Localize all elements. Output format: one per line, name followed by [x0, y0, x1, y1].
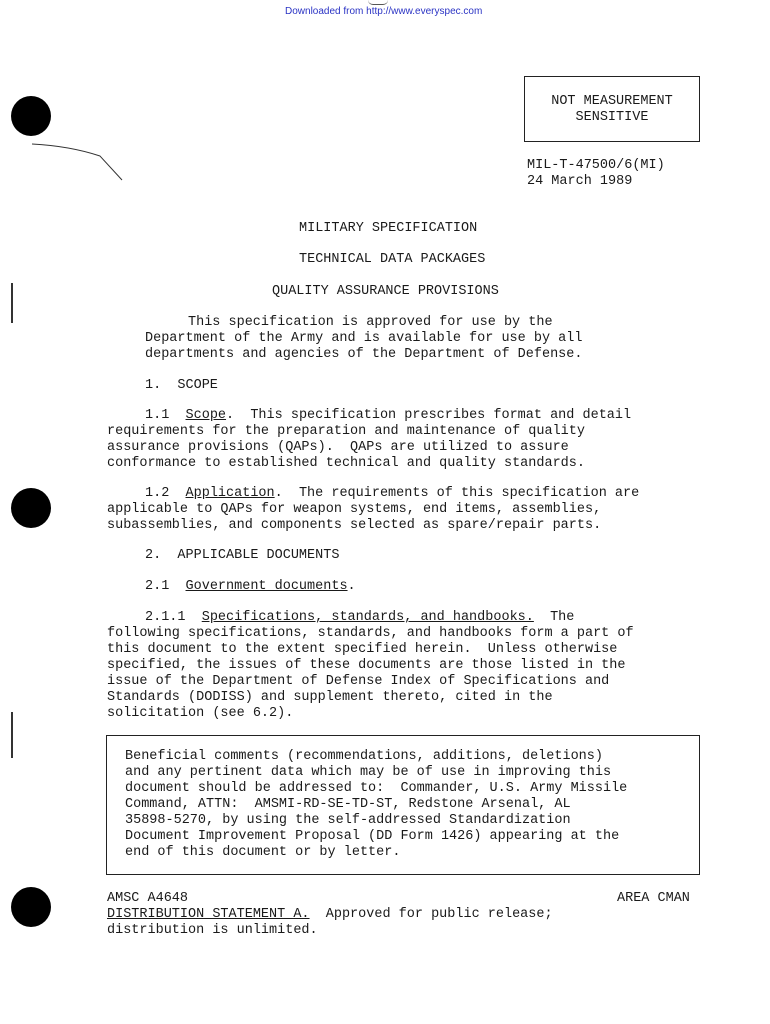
distribution-statement-label: DISTRIBUTION STATEMENT A.: [107, 907, 310, 922]
para-2-1-1-line-4: specified, the issues of these documents are those listed in the: [107, 658, 626, 673]
approval-line-3: departments and agencies of the Department of Defense.: [145, 347, 583, 362]
para-2-1-heading: [145, 579, 356, 595]
scan-artifact-tick: [11, 283, 13, 323]
para-1-1-line-1: [145, 408, 631, 424]
section-1-title: SCOPE: [177, 378, 218, 393]
comments-line-2: and any pertinent data which may be of use in improving this: [125, 765, 612, 780]
approval-line-1: This specification is approved for use by the: [188, 315, 553, 330]
comments-line-4: Command, ATTN: AMSMI-RD-SE-TD-ST, Redstone Arsenal, AL: [125, 797, 571, 812]
scan-artifact-mark: [30, 140, 130, 200]
para-2-1-1-line-3: this document to the extent specified herein. Unless otherwise: [107, 642, 618, 657]
document-number: MIL-T-47500/6(MI): [527, 158, 665, 173]
para-1-2-number: 1.2: [145, 486, 170, 501]
para-1-2-line-3: subassemblies, and components selected as spare/repair parts.: [107, 518, 602, 533]
para-1-1-text: . This specification prescribes format and detail: [226, 408, 632, 423]
section-1-number: 1.: [145, 378, 162, 393]
para-1-2-title: Application: [185, 486, 275, 501]
document-date: 24 March 1989: [527, 174, 633, 189]
approval-line-2: Department of the Army and is available for use by all: [145, 331, 583, 346]
para-2-1-1-line-5: issue of the Department of Defense Index of Specifications and: [107, 674, 610, 689]
para-2-1-1-text: The: [533, 610, 575, 625]
punch-hole-middle: [11, 488, 51, 528]
title-military-specification: MILITARY SPECIFICATION: [299, 221, 478, 236]
para-2-1-number: 2.1: [145, 579, 170, 594]
title-quality-assurance-provisions: QUALITY ASSURANCE PROVISIONS: [272, 284, 499, 299]
comments-line-3: document should be addressed to: Commander, U.S. Army Missile: [125, 781, 628, 796]
amsc-number: AMSC A4648: [107, 891, 189, 906]
section-2-heading: [145, 548, 339, 564]
para-1-2-line-2: applicable to QAPs for weapon systems, end items, assemblies,: [107, 502, 602, 517]
para-1-1-number: 1.1: [145, 408, 170, 423]
para-1-2-text: . The requirements of this specification are: [274, 486, 640, 501]
para-2-1-1-title: Specifications, standards, and handbooks.: [201, 610, 534, 625]
header-box-line1: NOT MEASUREMENT: [551, 94, 673, 109]
para-2-1-tail: .: [347, 579, 356, 594]
comments-line-1: Beneficial comments (recommendations, additions, deletions): [125, 749, 603, 764]
comments-line-7: end of this document or by letter.: [125, 845, 401, 860]
download-source-banner[interactable]: Downloaded from http://www.everyspec.com: [285, 6, 483, 17]
beneficial-comments-box: [106, 735, 700, 875]
section-2-title: APPLICABLE DOCUMENTS: [177, 548, 340, 563]
para-1-1-line-3: assurance provisions (QAPs). QAPs are utilized to assure: [107, 440, 569, 455]
distribution-statement-line-1: [107, 907, 553, 923]
para-2-1-1-line-6: Standards (DODISS) and supplement thereto, cited in the: [107, 690, 553, 705]
para-2-1-1-number: 2.1.1: [145, 610, 186, 625]
para-1-1-line-2: requirements for the preparation and maintenance of quality: [107, 424, 585, 439]
para-2-1-title: Government documents: [185, 579, 348, 594]
scan-artifact-tick: [11, 712, 13, 758]
para-1-1-title: Scope: [185, 408, 227, 423]
not-measurement-sensitive-box: [524, 76, 700, 142]
title-technical-data-packages: TECHNICAL DATA PACKAGES: [299, 252, 486, 267]
punch-hole-top: [11, 96, 51, 136]
comments-line-5: 35898-5270, by using the self-addressed Standardization: [125, 813, 571, 828]
para-2-1-1-line-2: following specifications, standards, and handbooks form a part of: [107, 626, 634, 641]
para-2-1-1-line-7: solicitation (see 6.2).: [107, 706, 294, 721]
comments-line-6: Document Improvement Proposal (DD Form 1426) appearing at the: [125, 829, 620, 844]
section-2-number: 2.: [145, 548, 162, 563]
para-2-1-1-line-1: [145, 610, 574, 626]
distribution-statement-text: Approved for public release;: [309, 907, 553, 922]
area-code: AREA CMAN: [617, 891, 690, 906]
distribution-statement-line-2: distribution is unlimited.: [107, 923, 318, 938]
para-1-1-line-4: conformance to established technical and quality standards.: [107, 456, 585, 471]
punch-hole-bottom: [11, 887, 51, 927]
header-box-line2: SENSITIVE: [575, 110, 649, 125]
para-1-2-line-1: [145, 486, 639, 502]
section-1-heading: [145, 378, 218, 394]
scan-artifact-arc: [368, 0, 388, 5]
